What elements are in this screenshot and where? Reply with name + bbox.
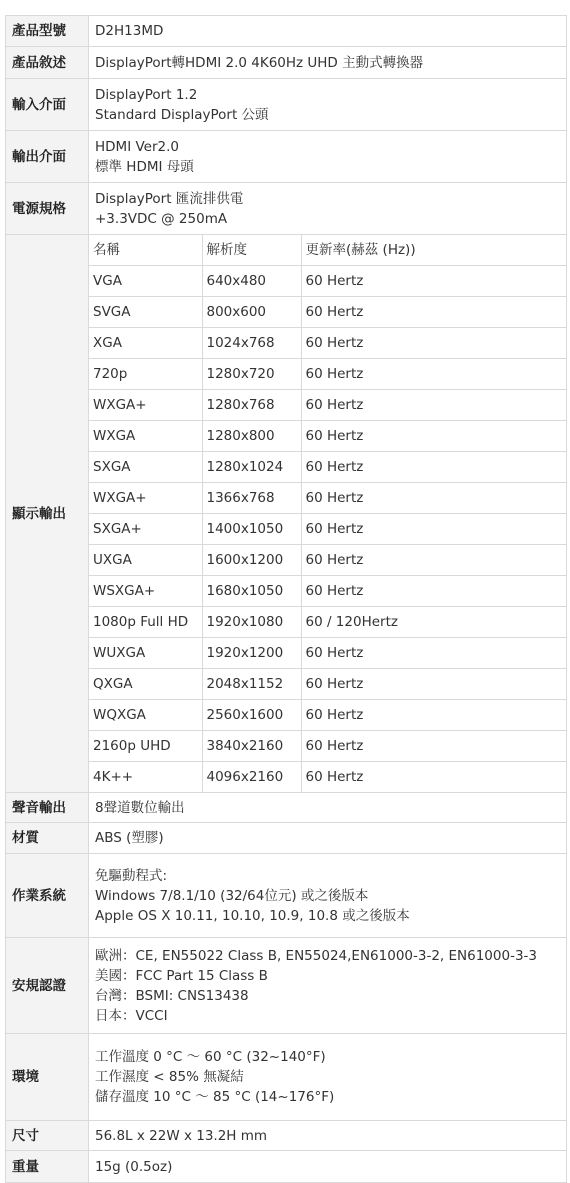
display-output-label: 顯示輸出 bbox=[6, 235, 89, 793]
resolution-row bbox=[89, 297, 566, 328]
spec-value-line: 日本：VCCI bbox=[95, 1007, 168, 1024]
resolution-cell: 1400x1050 bbox=[202, 514, 301, 545]
spec-label: 材質 bbox=[6, 823, 89, 854]
mode-name-cell: VGA bbox=[89, 266, 202, 297]
refresh-rate-cell: 60 Hertz bbox=[301, 669, 566, 700]
spec-label: 聲音輸出 bbox=[6, 793, 89, 823]
spec-row bbox=[6, 854, 567, 938]
resolution-row bbox=[89, 576, 566, 607]
resolution-cell: 1024x768 bbox=[202, 328, 301, 359]
refresh-rate-cell: 60 Hertz bbox=[301, 576, 566, 607]
refresh-rate-cell: 60 Hertz bbox=[301, 731, 566, 762]
spec-value-line: 工作溫度 0 °C ～ 60 °C (32~140°F) bbox=[95, 1049, 326, 1065]
resolution-cell: 1280x1024 bbox=[202, 452, 301, 483]
resolution-cell: 640x480 bbox=[202, 266, 301, 297]
spec-label: 作業系統 bbox=[6, 854, 89, 938]
refresh-rate-cell: 60 Hertz bbox=[301, 545, 566, 576]
display-output-row bbox=[6, 235, 567, 793]
spec-row bbox=[6, 1151, 567, 1183]
spec-label: 輸出介面 bbox=[6, 131, 89, 183]
spec-label: 產品敘述 bbox=[6, 47, 89, 79]
spec-value bbox=[89, 938, 567, 1034]
spec-label: 安規認證 bbox=[6, 938, 89, 1034]
refresh-rate-cell: 60 Hertz bbox=[301, 390, 566, 421]
spec-value bbox=[89, 16, 567, 47]
resolution-row bbox=[89, 483, 566, 514]
refresh-rate-cell: 60 Hertz bbox=[301, 638, 566, 669]
spec-value-line: Standard DisplayPort 公頭 bbox=[95, 106, 269, 123]
resolution-row bbox=[89, 545, 566, 576]
resolution-row bbox=[89, 359, 566, 390]
resolution-cell: 1280x720 bbox=[202, 359, 301, 390]
spec-value-line: Windows 7/8.1/10 (32/64位元) 或之後版本 bbox=[95, 887, 369, 904]
resolution-row bbox=[89, 638, 566, 669]
resolution-row bbox=[89, 669, 566, 700]
mode-name-cell: SVGA bbox=[89, 297, 202, 328]
resolution-row bbox=[89, 390, 566, 421]
spec-row bbox=[6, 79, 567, 131]
resolution-cell: 800x600 bbox=[202, 297, 301, 328]
mode-name-cell: 2160p UHD bbox=[89, 731, 202, 762]
spec-label: 電源規格 bbox=[6, 183, 89, 235]
mode-name-cell: XGA bbox=[89, 328, 202, 359]
spec-row bbox=[6, 1121, 567, 1151]
mode-name-cell: SXGA+ bbox=[89, 514, 202, 545]
display-modes-cell bbox=[89, 235, 567, 793]
resolution-cell: 1680x1050 bbox=[202, 576, 301, 607]
mode-name-cell: WSXGA+ bbox=[89, 576, 202, 607]
spec-label: 輸入介面 bbox=[6, 79, 89, 131]
spec-value bbox=[89, 1121, 567, 1151]
refresh-rate-cell: 60 Hertz bbox=[301, 483, 566, 514]
refresh-rate-cell: 60 Hertz bbox=[301, 514, 566, 545]
spec-value-line: DisplayPort 1.2 bbox=[95, 86, 198, 103]
mode-name-cell: WUXGA bbox=[89, 638, 202, 669]
resolution-row bbox=[89, 762, 566, 793]
resolution-row bbox=[89, 731, 566, 762]
spec-label: 重量 bbox=[6, 1151, 89, 1183]
spec-value-line: 美國：FCC Part 15 Class B bbox=[95, 967, 268, 984]
spec-row bbox=[6, 823, 567, 854]
spec-value-line: 8聲道數位輸出 bbox=[95, 799, 185, 816]
refresh-rate-cell: 60 Hertz bbox=[301, 421, 566, 452]
resolution-cell: 1920x1080 bbox=[202, 607, 301, 638]
spec-value bbox=[89, 183, 567, 235]
refresh-rate-cell: 60 Hertz bbox=[301, 762, 566, 793]
spec-row bbox=[6, 938, 567, 1034]
resolution-row bbox=[89, 514, 566, 545]
spec-row bbox=[6, 131, 567, 183]
resolution-cell: 1600x1200 bbox=[202, 545, 301, 576]
spec-label: 尺寸 bbox=[6, 1121, 89, 1151]
resolution-cell: 2048x1152 bbox=[202, 669, 301, 700]
resolution-row bbox=[89, 452, 566, 483]
spec-value-line: DisplayPort 匯流排供電 bbox=[95, 190, 244, 207]
resolution-cell: 1366x768 bbox=[202, 483, 301, 514]
resolution-row bbox=[89, 700, 566, 731]
spec-value bbox=[89, 1151, 567, 1183]
spec-value bbox=[89, 793, 567, 823]
mode-name-cell: WQXGA bbox=[89, 700, 202, 731]
spec-value-line: 56.8L x 22W x 13.2H mm bbox=[95, 1127, 268, 1144]
refresh-rate-cell: 60 Hertz bbox=[301, 297, 566, 328]
mode-name-cell: 1080p Full HD bbox=[89, 607, 202, 638]
refresh-rate-cell: 60 Hertz bbox=[301, 266, 566, 297]
refresh-rate-cell: 60 Hertz bbox=[301, 452, 566, 483]
mode-name-cell: 4K++ bbox=[89, 762, 202, 793]
resolution-cell: 1280x768 bbox=[202, 390, 301, 421]
spec-value-line: +3.3VDC @ 250mA bbox=[95, 210, 228, 227]
resolution-header-cell: 更新率(赫茲 (Hz)) bbox=[301, 235, 566, 266]
spec-value bbox=[89, 854, 567, 938]
spec-row bbox=[6, 47, 567, 79]
spec-label: 環境 bbox=[6, 1034, 89, 1121]
spec-value-line: DisplayPort轉HDMI 2.0 4K60Hz UHD 主動式轉換器 bbox=[95, 54, 424, 71]
spec-value bbox=[89, 131, 567, 183]
resolution-row bbox=[89, 266, 566, 297]
spec-value-line: 標準 HDMI 母頭 bbox=[95, 158, 194, 175]
spec-row bbox=[6, 183, 567, 235]
spec-value bbox=[89, 823, 567, 854]
spec-value-line: Apple OS X 10.11, 10.10, 10.9, 10.8 或之後版本 bbox=[95, 907, 410, 924]
mode-name-cell: WXGA+ bbox=[89, 390, 202, 421]
resolution-cell: 1920x1200 bbox=[202, 638, 301, 669]
spec-value-line: 免驅動程式: bbox=[95, 867, 168, 884]
spec-label: 產品型號 bbox=[6, 16, 89, 47]
spec-value-line: HDMI Ver2.0 bbox=[95, 138, 179, 155]
spec-value bbox=[89, 1034, 567, 1121]
mode-name-cell: WXGA bbox=[89, 421, 202, 452]
spec-value-line: 工作濕度 < 85% 無凝結 bbox=[95, 1069, 244, 1085]
spec-value-line: D2H13MD bbox=[95, 23, 164, 39]
resolution-header-cell: 解析度 bbox=[202, 235, 301, 266]
resolution-cell: 3840x2160 bbox=[202, 731, 301, 762]
resolution-row bbox=[89, 328, 566, 359]
spec-value-line: 台灣：BSMI: CNS13438 bbox=[95, 987, 249, 1004]
mode-name-cell: QXGA bbox=[89, 669, 202, 700]
spec-value bbox=[89, 79, 567, 131]
mode-name-cell: SXGA bbox=[89, 452, 202, 483]
refresh-rate-cell: 60 Hertz bbox=[301, 359, 566, 390]
mode-name-cell: UXGA bbox=[89, 545, 202, 576]
resolution-cell: 2560x1600 bbox=[202, 700, 301, 731]
spec-value-line: 歐洲：CE, EN55022 Class B, EN55024,EN61000-3-2, EN61000-3-3 bbox=[95, 947, 537, 964]
spec-value bbox=[89, 47, 567, 79]
resolution-cell: 1280x800 bbox=[202, 421, 301, 452]
resolution-header-row bbox=[89, 235, 566, 266]
spec-value-line: 儲存溫度 10 °C ～ 85 °C (14~176°F) bbox=[95, 1089, 335, 1105]
mode-name-cell: WXGA+ bbox=[89, 483, 202, 514]
resolution-table bbox=[89, 235, 566, 792]
spec-table bbox=[5, 15, 567, 1183]
refresh-rate-cell: 60 Hertz bbox=[301, 700, 566, 731]
resolution-header-cell: 名稱 bbox=[89, 235, 202, 266]
resolution-row bbox=[89, 607, 566, 638]
spec-value-line: ABS (塑膠) bbox=[95, 830, 164, 846]
resolution-cell: 4096x2160 bbox=[202, 762, 301, 793]
spec-value-line: 15g (0.5oz) bbox=[95, 1158, 173, 1175]
resolution-row bbox=[89, 421, 566, 452]
refresh-rate-cell: 60 / 120Hertz bbox=[301, 607, 566, 638]
mode-name-cell: 720p bbox=[89, 359, 202, 390]
spec-row bbox=[6, 16, 567, 47]
spec-row bbox=[6, 1034, 567, 1121]
refresh-rate-cell: 60 Hertz bbox=[301, 328, 566, 359]
spec-row bbox=[6, 793, 567, 823]
